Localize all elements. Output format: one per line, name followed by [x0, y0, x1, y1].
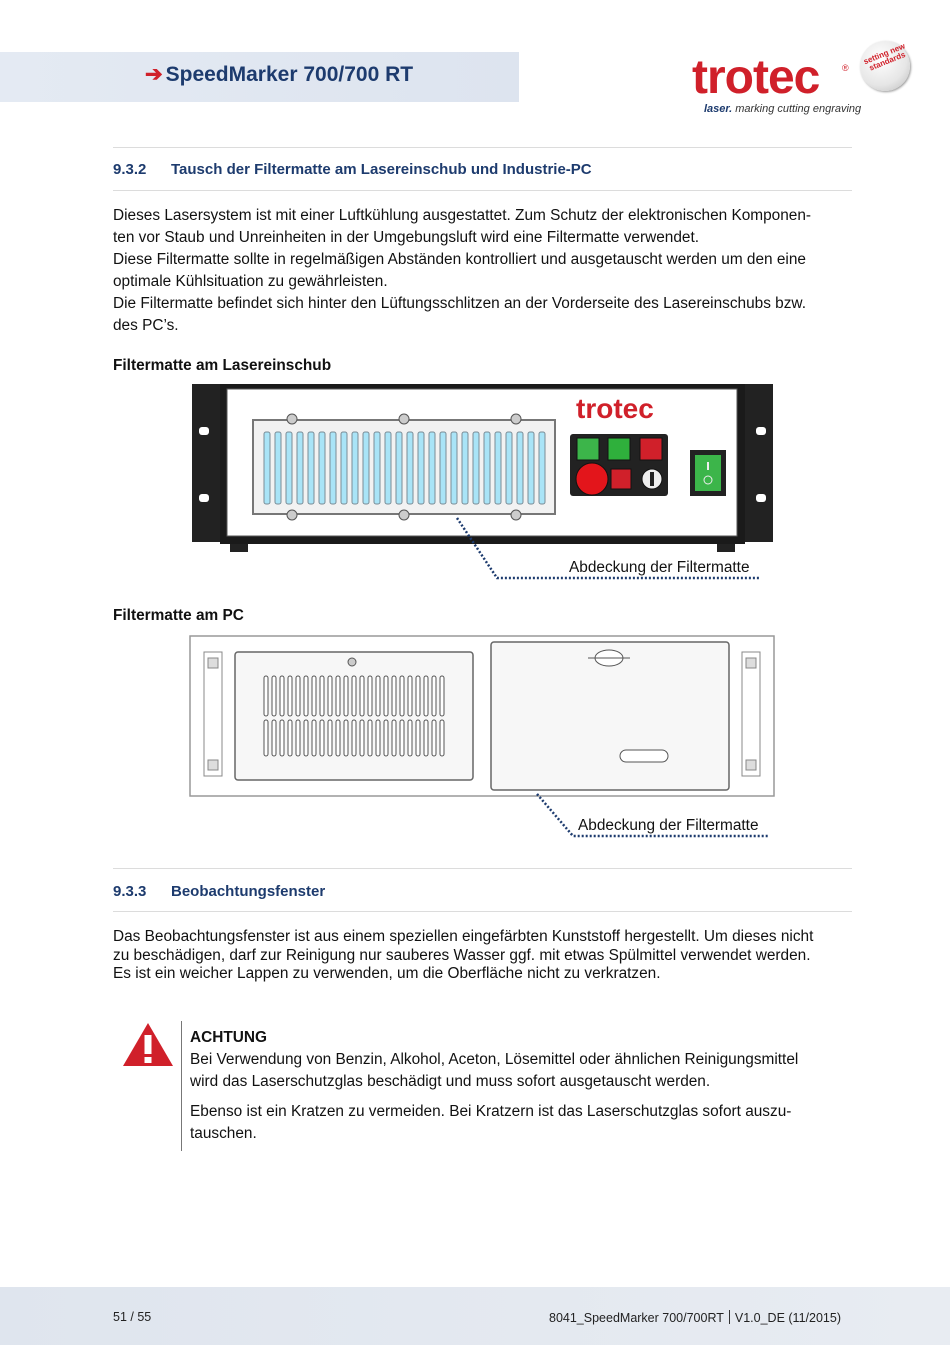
divider: [113, 190, 852, 191]
document-title-text: SpeedMarker 700/700 RT: [165, 63, 414, 86]
text-line: Bei Verwendung von Benzin, Alkohol, Aceton, Lösemittel oder ähnlichen Reinigungsmittel: [190, 1051, 799, 1068]
document-title: [145, 62, 413, 87]
paragraph-933: [113, 928, 853, 984]
power-switch: [690, 450, 726, 496]
pc-filter-door: [491, 642, 729, 790]
section-title: Tausch der Filtermatte am Lasereinschub und Industrie-PC: [171, 161, 592, 178]
filter-cover: [253, 414, 555, 520]
control-buttons: [570, 434, 668, 496]
text-line: des PC’s.: [113, 317, 179, 334]
seal-text: setting new standards: [862, 41, 907, 73]
device-logo: trotec: [576, 393, 654, 424]
divider: [113, 868, 852, 869]
text-line: Ebenso ist ein Kratzen zu vermeiden. Bei Kratzern ist das Laserschutzglas sofort auszu-: [190, 1103, 792, 1120]
callout-label-filter-cover-laser: Abdeckung der Filtermatte: [569, 559, 750, 576]
doc-version: V1.0_DE (11/2015): [734, 1311, 841, 1325]
warning-triangle-icon: [122, 1021, 174, 1067]
registered-mark: ®: [842, 63, 849, 73]
text-line: Die Filtermatte befindet sich hinter den Lüftungsschlitzen an der Vorderseite des Lasereinschubs bzw.: [113, 295, 806, 312]
text-line: zu beschädigen, darf zur Reinigung nur sauberes Wasser ggf. mit etwas Spülmittel verwendet werden.: [113, 946, 811, 964]
text-line: ten vor Staub und Unreinheiten in der Umgebungsluft wird eine Filtermatte verwendet.: [113, 229, 700, 246]
pc-vent-panel: [235, 652, 473, 780]
page-number: 51 / 55: [113, 1310, 152, 1324]
text-line: Dieses Lasersystem ist mit einer Luftkühlung ausgestattet. Zum Schutz der elektronischen Komponen-: [113, 207, 812, 224]
section-number: 9.3.3: [113, 883, 147, 900]
trotec-logo: trotec: [692, 51, 820, 104]
paragraph-932: [113, 205, 853, 337]
text-line: wird das Laserschutzglas beschädigt und muss sofort ausgetauscht werden.: [190, 1073, 711, 1090]
logo-tagline-prefix: laser.: [704, 103, 733, 115]
section-heading-933: [113, 883, 325, 900]
section-heading-932: [113, 161, 592, 178]
footer-separator: [729, 1310, 730, 1324]
text-line: Das Beobachtungsfenster ist aus einem speziellen eingefärbten Kunststoff hergestellt. Um dieses nicht: [113, 928, 814, 945]
section-title: Beobachtungsfenster: [171, 883, 326, 900]
callout-label-filter-cover-pc: Abdeckung der Filtermatte: [578, 817, 759, 834]
section-number: 9.3.2: [113, 161, 147, 178]
text-line: Es ist ein weicher Lappen zu verwenden, um die Oberfläche nicht zu verkratzen.: [113, 965, 661, 982]
divider: [113, 911, 852, 912]
warning-separator: [181, 1021, 182, 1151]
text-line: tauschen.: [190, 1125, 257, 1142]
footer-doc-info: [549, 1310, 841, 1325]
logo-tagline-rest: marking cutting engraving: [732, 103, 862, 115]
warning-block: [190, 1027, 850, 1145]
logo-tagline: [704, 103, 861, 115]
divider: [113, 147, 852, 148]
doc-id: 8041_SpeedMarker 700/700RT: [549, 1311, 724, 1325]
text-line: optimale Kühlsituation zu gewährleisten.: [113, 273, 388, 290]
emergency-stop-button: [576, 463, 608, 495]
pc-figure: [188, 634, 778, 800]
figure-caption-pc: Filtermatte am PC: [113, 607, 244, 624]
setting-new-standards-seal: [860, 41, 910, 91]
warning-title: ACHTUNG: [190, 1029, 267, 1046]
text-line: Diese Filtermatte sollte in regelmäßigen Abständen kontrolliert und ausgetauscht werden um den eine: [113, 251, 806, 268]
arrow-right-icon: ➔: [145, 63, 163, 86]
figure-caption-laser-unit: Filtermatte am Lasereinschub: [113, 357, 332, 374]
